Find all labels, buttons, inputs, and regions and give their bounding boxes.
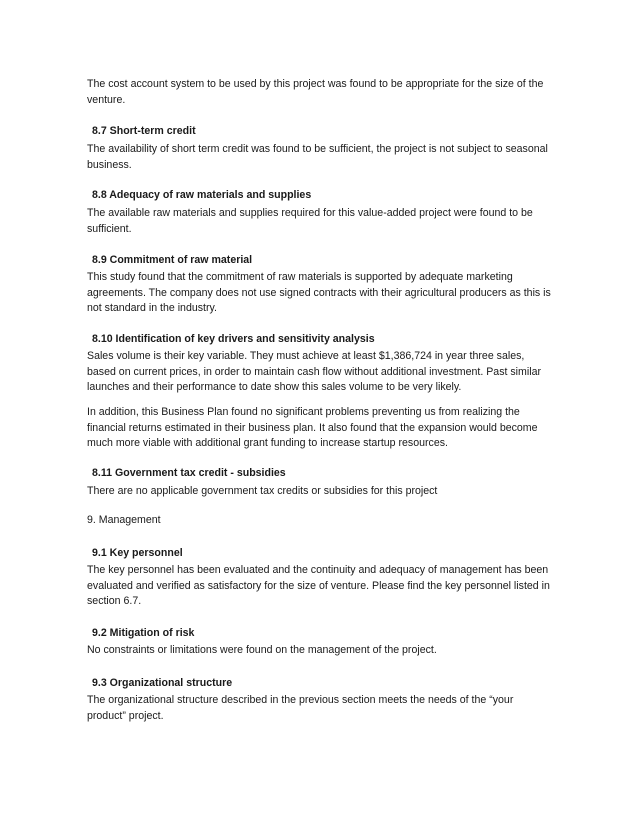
section-8-9-paragraph: This study found that the commitment of raw materials is supported by adequate marketing agreements. The company does not use signed contracts with their agricultural producers as this is not standard in the industry. bbox=[87, 271, 551, 314]
section-heading-9-1: 9.1 Key personnel bbox=[92, 547, 183, 559]
section-9-3-paragraph: The organizational structure described in the previous section meets the needs of the “your product” project. bbox=[87, 694, 514, 722]
section-8-8-paragraph: The available raw materials and supplies required for this value-added project were found to be sufficient. bbox=[87, 207, 533, 235]
intro-paragraph: The cost account system to be used by this project was found to be appropriate for the size of the venture. bbox=[87, 78, 544, 106]
section-heading-8-10: 8.10 Identification of key drivers and sensitivity analysis bbox=[92, 333, 375, 345]
section-9-1-paragraph: The key personnel has been evaluated and the continuity and adequacy of management has been evaluated and verified as satisfactory for the size of venture. Please find the key personnel listed in section 6.7. bbox=[87, 564, 550, 607]
section-heading-8-9: 8.9 Commitment of raw material bbox=[92, 254, 253, 266]
management-title: 9. Management bbox=[87, 514, 161, 526]
section-9-2-paragraph: No constraints or limitations were found on the management of the project. bbox=[87, 644, 437, 656]
section-heading-8-7: 8.7 Short-term credit bbox=[92, 125, 196, 137]
section-heading-9-3: 9.3 Organizational structure bbox=[92, 677, 233, 689]
section-heading-9-2: 9.2 Mitigation of risk bbox=[92, 627, 195, 639]
section-8-7-paragraph: The availability of short term credit was found to be sufficient, the project is not subject to seasonal business. bbox=[87, 143, 548, 171]
section-heading-8-11: 8.11 Government tax credit - subsidies bbox=[92, 467, 286, 479]
section-8-11-paragraph: There are no applicable government tax credits or subsidies for this project bbox=[87, 485, 438, 497]
section-heading-8-8: 8.8 Adequacy of raw materials and supplies bbox=[92, 189, 312, 201]
section-8-10-paragraph-2: In addition, this Business Plan found no significant problems preventing us from realizing the financial returns estimated in their business plan. It also found that the expansion would become much more viable with additional grant funding to increase startup resources. bbox=[87, 406, 538, 449]
section-8-10-paragraph-1: Sales volume is their key variable. They must achieve at least $1,386,724 in year three sales, based on current prices, in order to maintain cash flow without additional investment. Past similar launches and their performance to date show this sales volume to be very likely. bbox=[87, 350, 541, 393]
